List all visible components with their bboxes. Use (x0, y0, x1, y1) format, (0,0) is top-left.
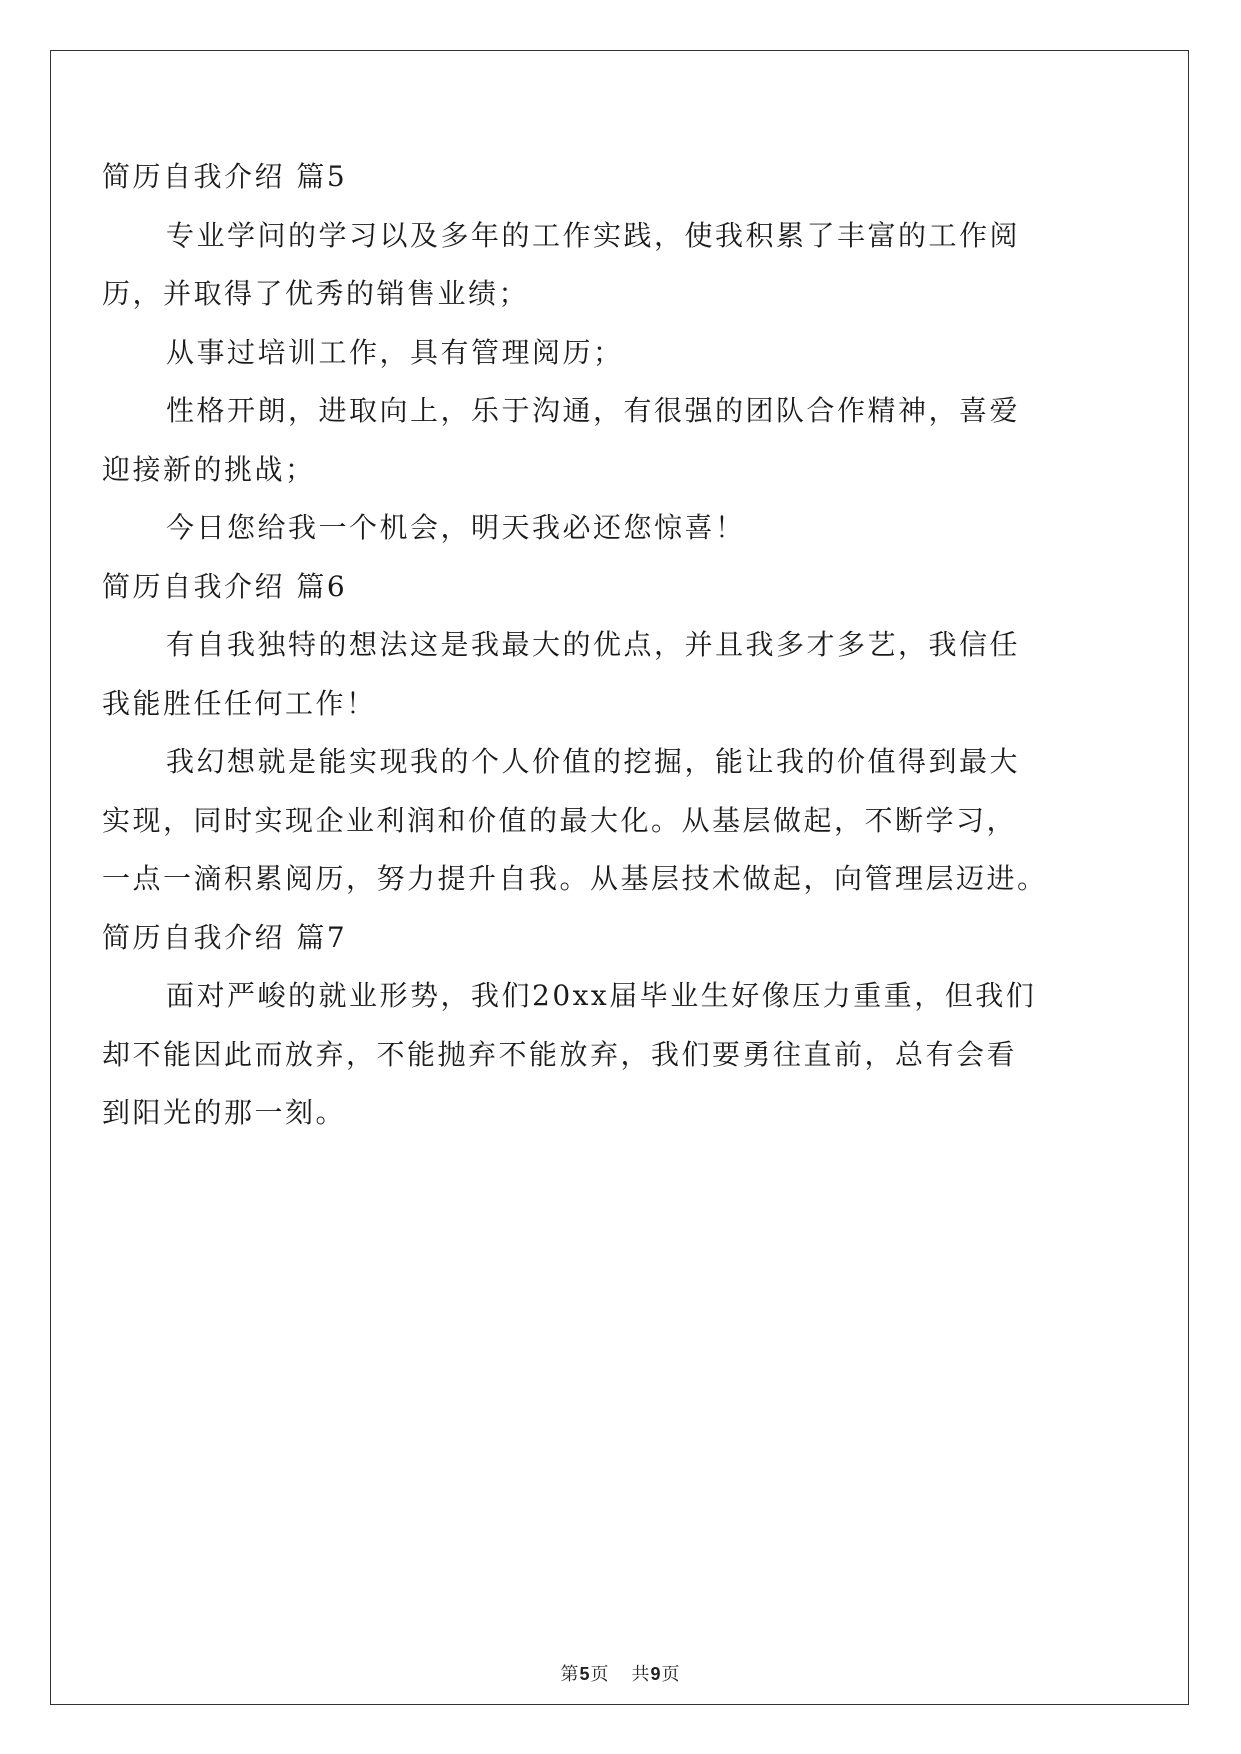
section-heading: 简历自我介绍 篇7 (102, 920, 348, 954)
paragraph-line: 迎接新的挑战； (102, 452, 316, 486)
section-heading: 简历自我介绍 篇6 (102, 569, 348, 603)
total-suffix: 页 (661, 1664, 681, 1684)
page-suffix: 页 (590, 1664, 610, 1684)
paragraph-line: 却不能因此而放弃，不能抛弃不能放弃，我们要勇往直前，总有会看 (102, 1037, 1018, 1071)
page-number: 5 (579, 1664, 591, 1684)
paragraph-line: 面对严峻的就业形势，我们20xx届毕业生好像压力重重，但我们 (166, 979, 1037, 1012)
paragraph-line: 我能胜任任何工作！ (102, 686, 377, 720)
paragraph-line: 历，并取得了优秀的销售业绩； (102, 277, 530, 310)
paragraph-line: 从事过培训工作，具有管理阅历； (166, 335, 624, 369)
paragraph-line: 专业学问的学习以及多年的工作实践，使我积累了丰富的工作阅 (166, 218, 1021, 252)
total-prefix: 共 (631, 1664, 651, 1684)
paragraph-line: 有自我独特的想法这是我最大的优点，并且我多才多艺，我信任 (166, 628, 1021, 661)
paragraph-line: 实现，同时实现企业利润和价值的最大化。从基层做起，不断学习， (102, 803, 1018, 837)
section-heading: 简历自我介绍 篇5 (102, 160, 348, 193)
document-body (102, 148, 1102, 1143)
paragraph-line: 今日您给我一个机会，明天我必还您惊喜！ (166, 511, 746, 544)
paragraph-line: 我幻想就是能实现我的个人价值的挖掘，能让我的价值得到最大 (166, 745, 1021, 778)
paragraph-line: 到阳光的那一刻。 (102, 1096, 347, 1129)
page-footer (0, 1660, 1241, 1686)
total-pages: 9 (650, 1664, 662, 1684)
paragraph-line: 一点一滴积累阅历，努力提升自我。从基层技术做起，向管理层迈进。 (102, 862, 1048, 895)
paragraph-line: 性格开朗，进取向上，乐于沟通，有很强的团队合作精神，喜爱 (166, 394, 1021, 427)
page-prefix: 第 (560, 1664, 580, 1684)
